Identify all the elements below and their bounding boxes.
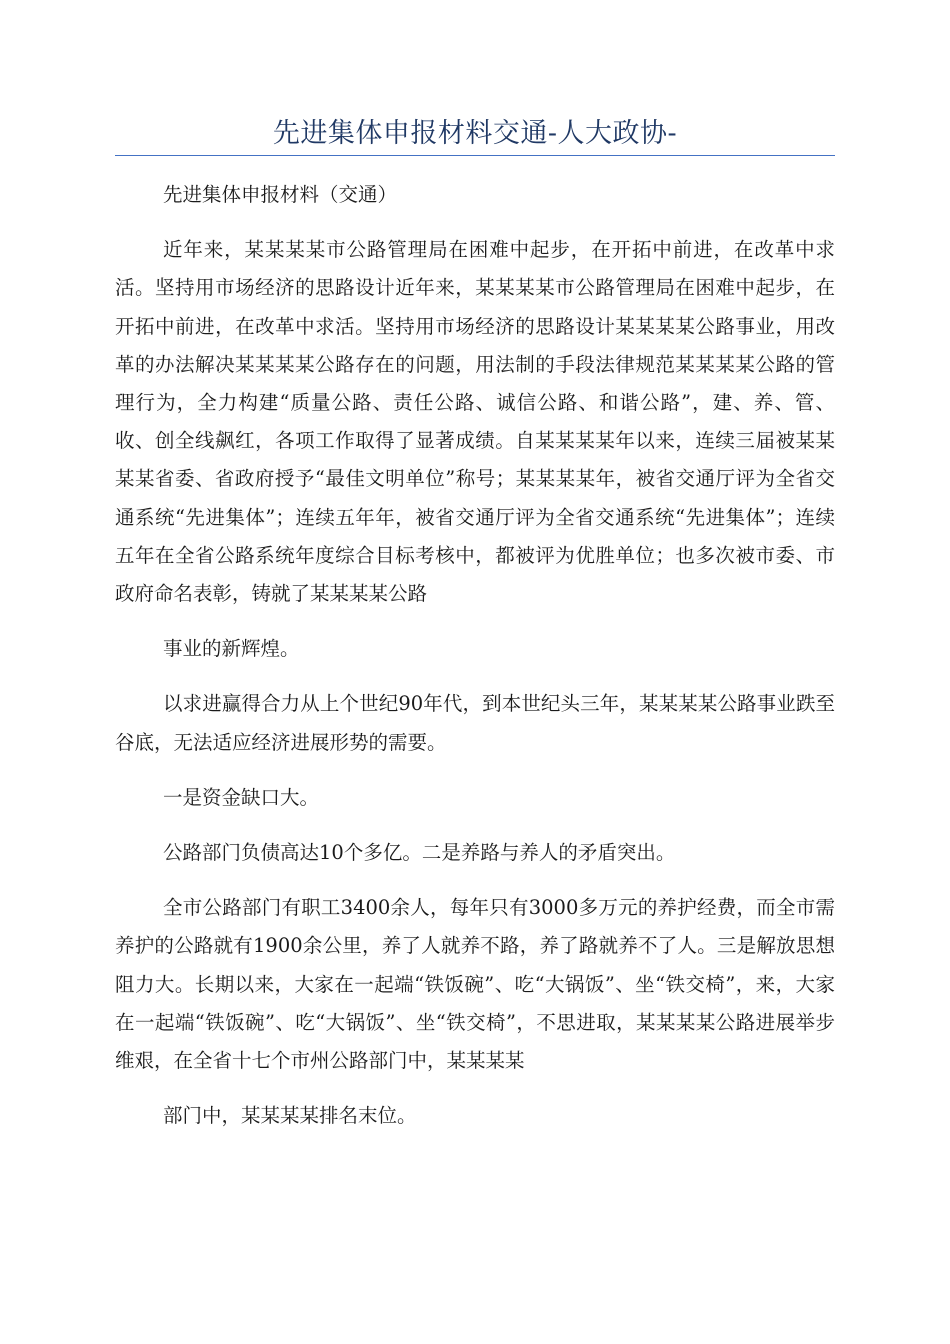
document-body [115,176,835,1152]
paragraph-subtitle: 先进集体申报材料（交通） [163,183,398,206]
paragraph-point-one: 一是资金缺口大。 [163,785,320,809]
paragraph-ranking: 部门中，某某某某排名末位。 [163,1104,417,1128]
paragraph-background: 以求进赢得合力从上个世纪90年代，到本世纪头三年，某某某某公路事业跌至谷底，无法适应经济进展形势的需要。 [115,692,835,754]
paragraph-staff: 全市公路部门有职工3400余人，每年只有3000多万元的养护经费，而全市需养护的公路就有1900余公里，养了人就养不路，养了路就养不了人。三是解放思想阻力大。长期以来，大家在一起端“铁饭碗”、吃“大锅饭”、坐“铁交椅”，来，大家在一起端“铁饭碗”、吃“大锅饭”、坐“铁交椅”，不思进取，某某某某公路进展举步维艰，在全省十七个市州公路部门中，某某某某 [115,896,835,1073]
paragraph-intro: 近年来，某某某某市公路管理局在困难中起步，在开拓中前进，在改革中求活。坚持用市场经济的思路设计近年来，某某某某市公路管理局在困难中起步，在开拓中前进，在改革中求活。坚持用市场经济的思路设计某某某某公路事业，用改革的办法解决某某某某公路存在的问题，用法制的手段法律规范某某某某公路的管理行为，全力构建“质量公路、责任公路、诚信公路、和谐公路”，建、养、管、收、创全线飙红，各项工作取得了显著成绩。自某某某某年以来，连续三届被某某某某省委、省政府授予“最佳文明单位”称号；某某某某年，被省交通厅评为全省交通系统“先进集体”；连续五年年，被省交通厅评为全省交通系统“先进集体”；连续五年在全省公路系统年度综合目标考核中，都被评为优胜单位；也多次被市委、市政府命名表彰，铸就了某某某某公路 [115,238,835,606]
document-title: 先进集体申报材料交通-人大政协- [272,118,678,149]
paragraph-continuation: 事业的新辉煌。 [163,637,300,661]
title-underline [115,155,835,156]
paragraph-debt: 公路部门负债高达10个多亿。二是养路与养人的矛盾突出。 [163,841,676,865]
